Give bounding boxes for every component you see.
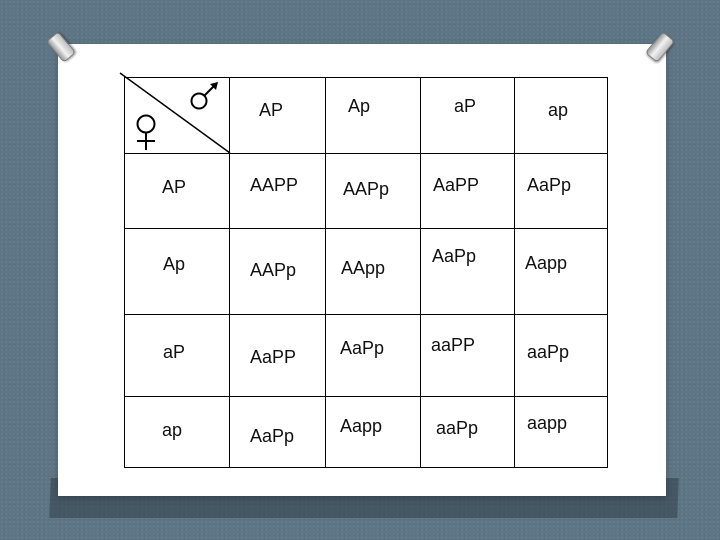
genotype-cell: AaPp bbox=[432, 246, 477, 266]
genotype-cell: AAPp bbox=[250, 260, 297, 280]
grid-line bbox=[514, 77, 515, 468]
genotype-cell: AaPp bbox=[250, 426, 295, 446]
female-gamete-header: Ap bbox=[163, 254, 186, 274]
grid-line bbox=[607, 77, 608, 468]
genotype-cell: aaPp bbox=[527, 342, 570, 362]
female-gamete-header: ap bbox=[162, 420, 183, 440]
genotype-cell: AAPp bbox=[343, 179, 390, 199]
genotype-cell: Aapp bbox=[340, 416, 383, 436]
male-symbol-icon bbox=[124, 77, 234, 157]
grid-line bbox=[124, 467, 608, 468]
genotype-cell: aaPp bbox=[436, 418, 479, 438]
genotype-cell: AAPP bbox=[250, 175, 299, 195]
male-gamete-header: Ap bbox=[348, 96, 371, 116]
female-gamete-header: aP bbox=[163, 342, 186, 362]
grid-line bbox=[124, 314, 608, 315]
male-gamete-header: aP bbox=[454, 96, 477, 116]
male-gamete-header: AP bbox=[259, 100, 284, 120]
grid-line bbox=[420, 77, 421, 468]
punnett-square bbox=[124, 77, 608, 468]
genotype-cell: aapp bbox=[527, 413, 568, 433]
genotype-cell: AaPP bbox=[250, 347, 297, 367]
grid-line bbox=[124, 396, 608, 397]
genotype-cell: AaPp bbox=[527, 175, 572, 195]
genotype-cell: AaPP bbox=[433, 175, 480, 195]
genotype-cell: aaPP bbox=[431, 335, 476, 355]
genotype-cell: AaPp bbox=[340, 338, 385, 358]
grid-line bbox=[325, 77, 326, 468]
grid-line bbox=[124, 228, 608, 229]
male-gamete-header: ap bbox=[548, 100, 569, 120]
genotype-cell: Aapp bbox=[525, 253, 568, 273]
genotype-cell: AApp bbox=[341, 258, 386, 278]
female-gamete-header: AP bbox=[162, 177, 187, 197]
